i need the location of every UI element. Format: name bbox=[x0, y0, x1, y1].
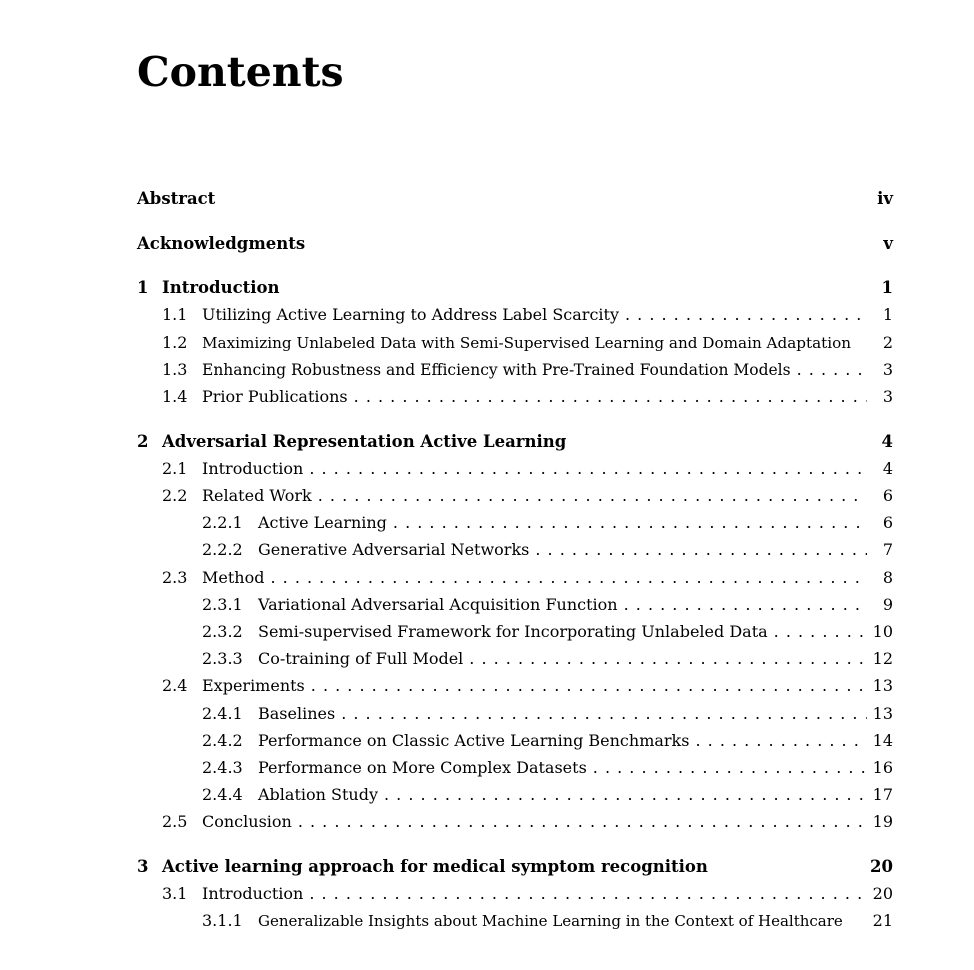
toc-leader-dots bbox=[311, 675, 867, 697]
toc-subsection-2-3-2[interactable] bbox=[202, 621, 893, 643]
toc-entry-number: 1.1 bbox=[162, 305, 188, 324]
toc-entry-number: 2.4.4 bbox=[202, 785, 243, 804]
toc-leader-dots bbox=[774, 621, 867, 643]
toc-entry-number: 2.2.1 bbox=[202, 513, 243, 532]
toc-leader-dots bbox=[695, 730, 866, 752]
toc-section-1-3[interactable] bbox=[162, 359, 893, 381]
toc-entry-page: 1 bbox=[882, 305, 893, 324]
toc-section-1-4[interactable] bbox=[162, 386, 893, 408]
toc-section-2-2[interactable] bbox=[162, 485, 893, 507]
toc-leader-dots bbox=[298, 811, 867, 833]
toc-entry-page: 7 bbox=[882, 540, 893, 559]
toc-entry-title: Variational Adversarial Acquisition Function bbox=[258, 595, 618, 614]
toc-entry-title: Method bbox=[202, 568, 265, 587]
toc-entry-number: 1 bbox=[137, 278, 149, 297]
toc-entry-title: Introduction bbox=[162, 278, 280, 297]
toc-entry-page: 6 bbox=[882, 486, 893, 505]
toc-entry-title: Conclusion bbox=[202, 812, 292, 831]
toc-entry-title: Maximizing Unlabeled Data with Semi-Supervised Learning and Domain Adaptation bbox=[202, 334, 852, 352]
toc-entry-number: 1.2 bbox=[162, 333, 188, 352]
toc-entry-number: 2.5 bbox=[162, 812, 188, 831]
toc-entry-page: v bbox=[883, 234, 893, 253]
toc-entry-page: 17 bbox=[872, 785, 893, 804]
toc-entry-title: Performance on More Complex Datasets bbox=[258, 758, 587, 777]
toc-entry-page: 6 bbox=[882, 513, 893, 532]
toc-entry-title: Adversarial Representation Active Learning bbox=[162, 432, 567, 451]
toc-section-1-1[interactable] bbox=[162, 304, 893, 326]
toc-entry-number: 2.2 bbox=[162, 486, 188, 505]
toc-entry-page: 1 bbox=[881, 278, 893, 297]
toc-entry-number: 2.3.2 bbox=[202, 622, 243, 641]
toc-entry-number: 2.2.2 bbox=[202, 540, 243, 559]
toc-entry-number: 2.3.1 bbox=[202, 595, 243, 614]
toc-leader-dots bbox=[270, 567, 867, 589]
toc-entry-title: Acknowledgments bbox=[137, 234, 306, 253]
toc-entry-page: 4 bbox=[882, 459, 893, 478]
toc-subsection-2-3-3[interactable] bbox=[202, 648, 893, 670]
toc-entry-title: Introduction bbox=[202, 459, 304, 478]
toc-entry-title: Enhancing Robustness and Efficiency with Pre-Trained Foundation Models bbox=[202, 361, 791, 379]
toc-entry-page: 21 bbox=[872, 911, 893, 930]
toc-entry-title: Generalizable Insights about Machine Learning in the Context of Healthcare bbox=[258, 912, 843, 930]
toc-entry-page: 16 bbox=[872, 758, 893, 777]
toc-entry-page: 20 bbox=[870, 857, 893, 876]
toc-leader-dots bbox=[393, 512, 867, 534]
toc-subsection-2-4-3[interactable] bbox=[202, 757, 893, 779]
toc-leader-dots bbox=[797, 359, 867, 381]
toc-entry-number: 3.1.1 bbox=[202, 911, 243, 930]
toc-entry-number: 2.4.2 bbox=[202, 731, 243, 750]
toc-section-1-2[interactable] bbox=[162, 332, 893, 354]
toc-section-2-5[interactable] bbox=[162, 811, 893, 833]
toc-entry-number: 2 bbox=[137, 432, 149, 451]
toc-leader-dots bbox=[354, 386, 867, 408]
toc-entry-title: Related Work bbox=[202, 486, 312, 505]
toc-leader-dots bbox=[469, 648, 866, 670]
toc-entry-page: 9 bbox=[882, 595, 893, 614]
toc-entry-page: 8 bbox=[882, 568, 893, 587]
page-title: Contents bbox=[137, 48, 344, 96]
toc-entry-acknowledgments[interactable] bbox=[137, 233, 893, 255]
toc-entry-title: Generative Adversarial Networks bbox=[258, 540, 530, 559]
toc-entry-page: 13 bbox=[872, 704, 893, 723]
toc-section-3-1[interactable] bbox=[162, 883, 893, 905]
toc-leader-dots bbox=[309, 458, 867, 480]
toc-entry-page: 2 bbox=[882, 333, 893, 352]
toc-entry-number: 3 bbox=[137, 857, 149, 876]
toc-entry-page: iv bbox=[877, 189, 893, 208]
toc-leader-dots bbox=[593, 757, 867, 779]
toc-subsection-2-4-2[interactable] bbox=[202, 730, 893, 752]
toc-entry-number: 2.3.3 bbox=[202, 649, 243, 668]
toc-section-2-1[interactable] bbox=[162, 458, 893, 480]
toc-subsection-2-2-1[interactable] bbox=[202, 512, 893, 534]
toc-leader-dots bbox=[341, 703, 866, 725]
toc-leader-dots bbox=[309, 883, 866, 905]
toc-entry-abstract[interactable] bbox=[137, 188, 893, 210]
toc-leader-dots bbox=[625, 304, 867, 326]
toc-entry-page: 13 bbox=[872, 676, 893, 695]
toc-entry-number: 2.4 bbox=[162, 676, 188, 695]
toc-entry-page: 19 bbox=[872, 812, 893, 831]
toc-leader-dots bbox=[535, 539, 867, 561]
toc-entry-page: 10 bbox=[872, 622, 893, 641]
toc-subsection-2-4-4[interactable] bbox=[202, 784, 893, 806]
toc-entry-number: 3.1 bbox=[162, 884, 188, 903]
toc-subsection-3-1-1[interactable] bbox=[202, 910, 893, 932]
toc-entry-title: Co-training of Full Model bbox=[258, 649, 464, 668]
toc-entry-title: Active learning approach for medical symptom recognition bbox=[162, 857, 708, 876]
toc-chapter-3[interactable] bbox=[137, 856, 893, 878]
toc-subsection-2-3-1[interactable] bbox=[202, 594, 893, 616]
toc-leader-dots bbox=[624, 594, 867, 616]
toc-entry-title: Prior Publications bbox=[202, 387, 348, 406]
toc-entry-page: 14 bbox=[872, 731, 893, 750]
toc-entry-title: Abstract bbox=[137, 189, 216, 208]
toc-entry-number: 2.4.3 bbox=[202, 758, 243, 777]
toc-entry-page: 3 bbox=[882, 387, 893, 406]
toc-entry-title: Active Learning bbox=[258, 513, 387, 532]
toc-entry-title: Semi-supervised Framework for Incorporating Unlabeled Data bbox=[258, 622, 768, 641]
toc-entry-title: Ablation Study bbox=[258, 785, 378, 804]
toc-leader-dots bbox=[318, 485, 867, 507]
toc-entry-title: Experiments bbox=[202, 676, 305, 695]
toc-section-2-4[interactable] bbox=[162, 675, 893, 697]
toc-entry-number: 2.1 bbox=[162, 459, 188, 478]
toc-entry-page: 4 bbox=[881, 432, 893, 451]
toc-entry-number: 1.3 bbox=[162, 360, 188, 379]
toc-entry-page: 12 bbox=[872, 649, 893, 668]
toc-entry-page: 3 bbox=[882, 360, 893, 379]
toc-subsection-2-2-2[interactable] bbox=[202, 539, 893, 561]
toc-subsection-2-4-1[interactable] bbox=[202, 703, 893, 725]
toc-entry-title: Baselines bbox=[258, 704, 336, 723]
toc-section-2-3[interactable] bbox=[162, 567, 893, 589]
toc-entry-title: Introduction bbox=[202, 884, 304, 903]
toc-leader-dots bbox=[384, 784, 867, 806]
toc-entry-title: Utilizing Active Learning to Address Label Scarcity bbox=[202, 305, 619, 324]
toc-entry-number: 2.4.1 bbox=[202, 704, 243, 723]
toc-chapter-1[interactable] bbox=[137, 277, 893, 299]
toc-entry-title: Performance on Classic Active Learning Benchmarks bbox=[258, 731, 690, 750]
toc-entry-page: 20 bbox=[872, 884, 893, 903]
toc-entry-number: 2.3 bbox=[162, 568, 188, 587]
toc-chapter-2[interactable] bbox=[137, 431, 893, 453]
toc-entry-number: 1.4 bbox=[162, 387, 188, 406]
